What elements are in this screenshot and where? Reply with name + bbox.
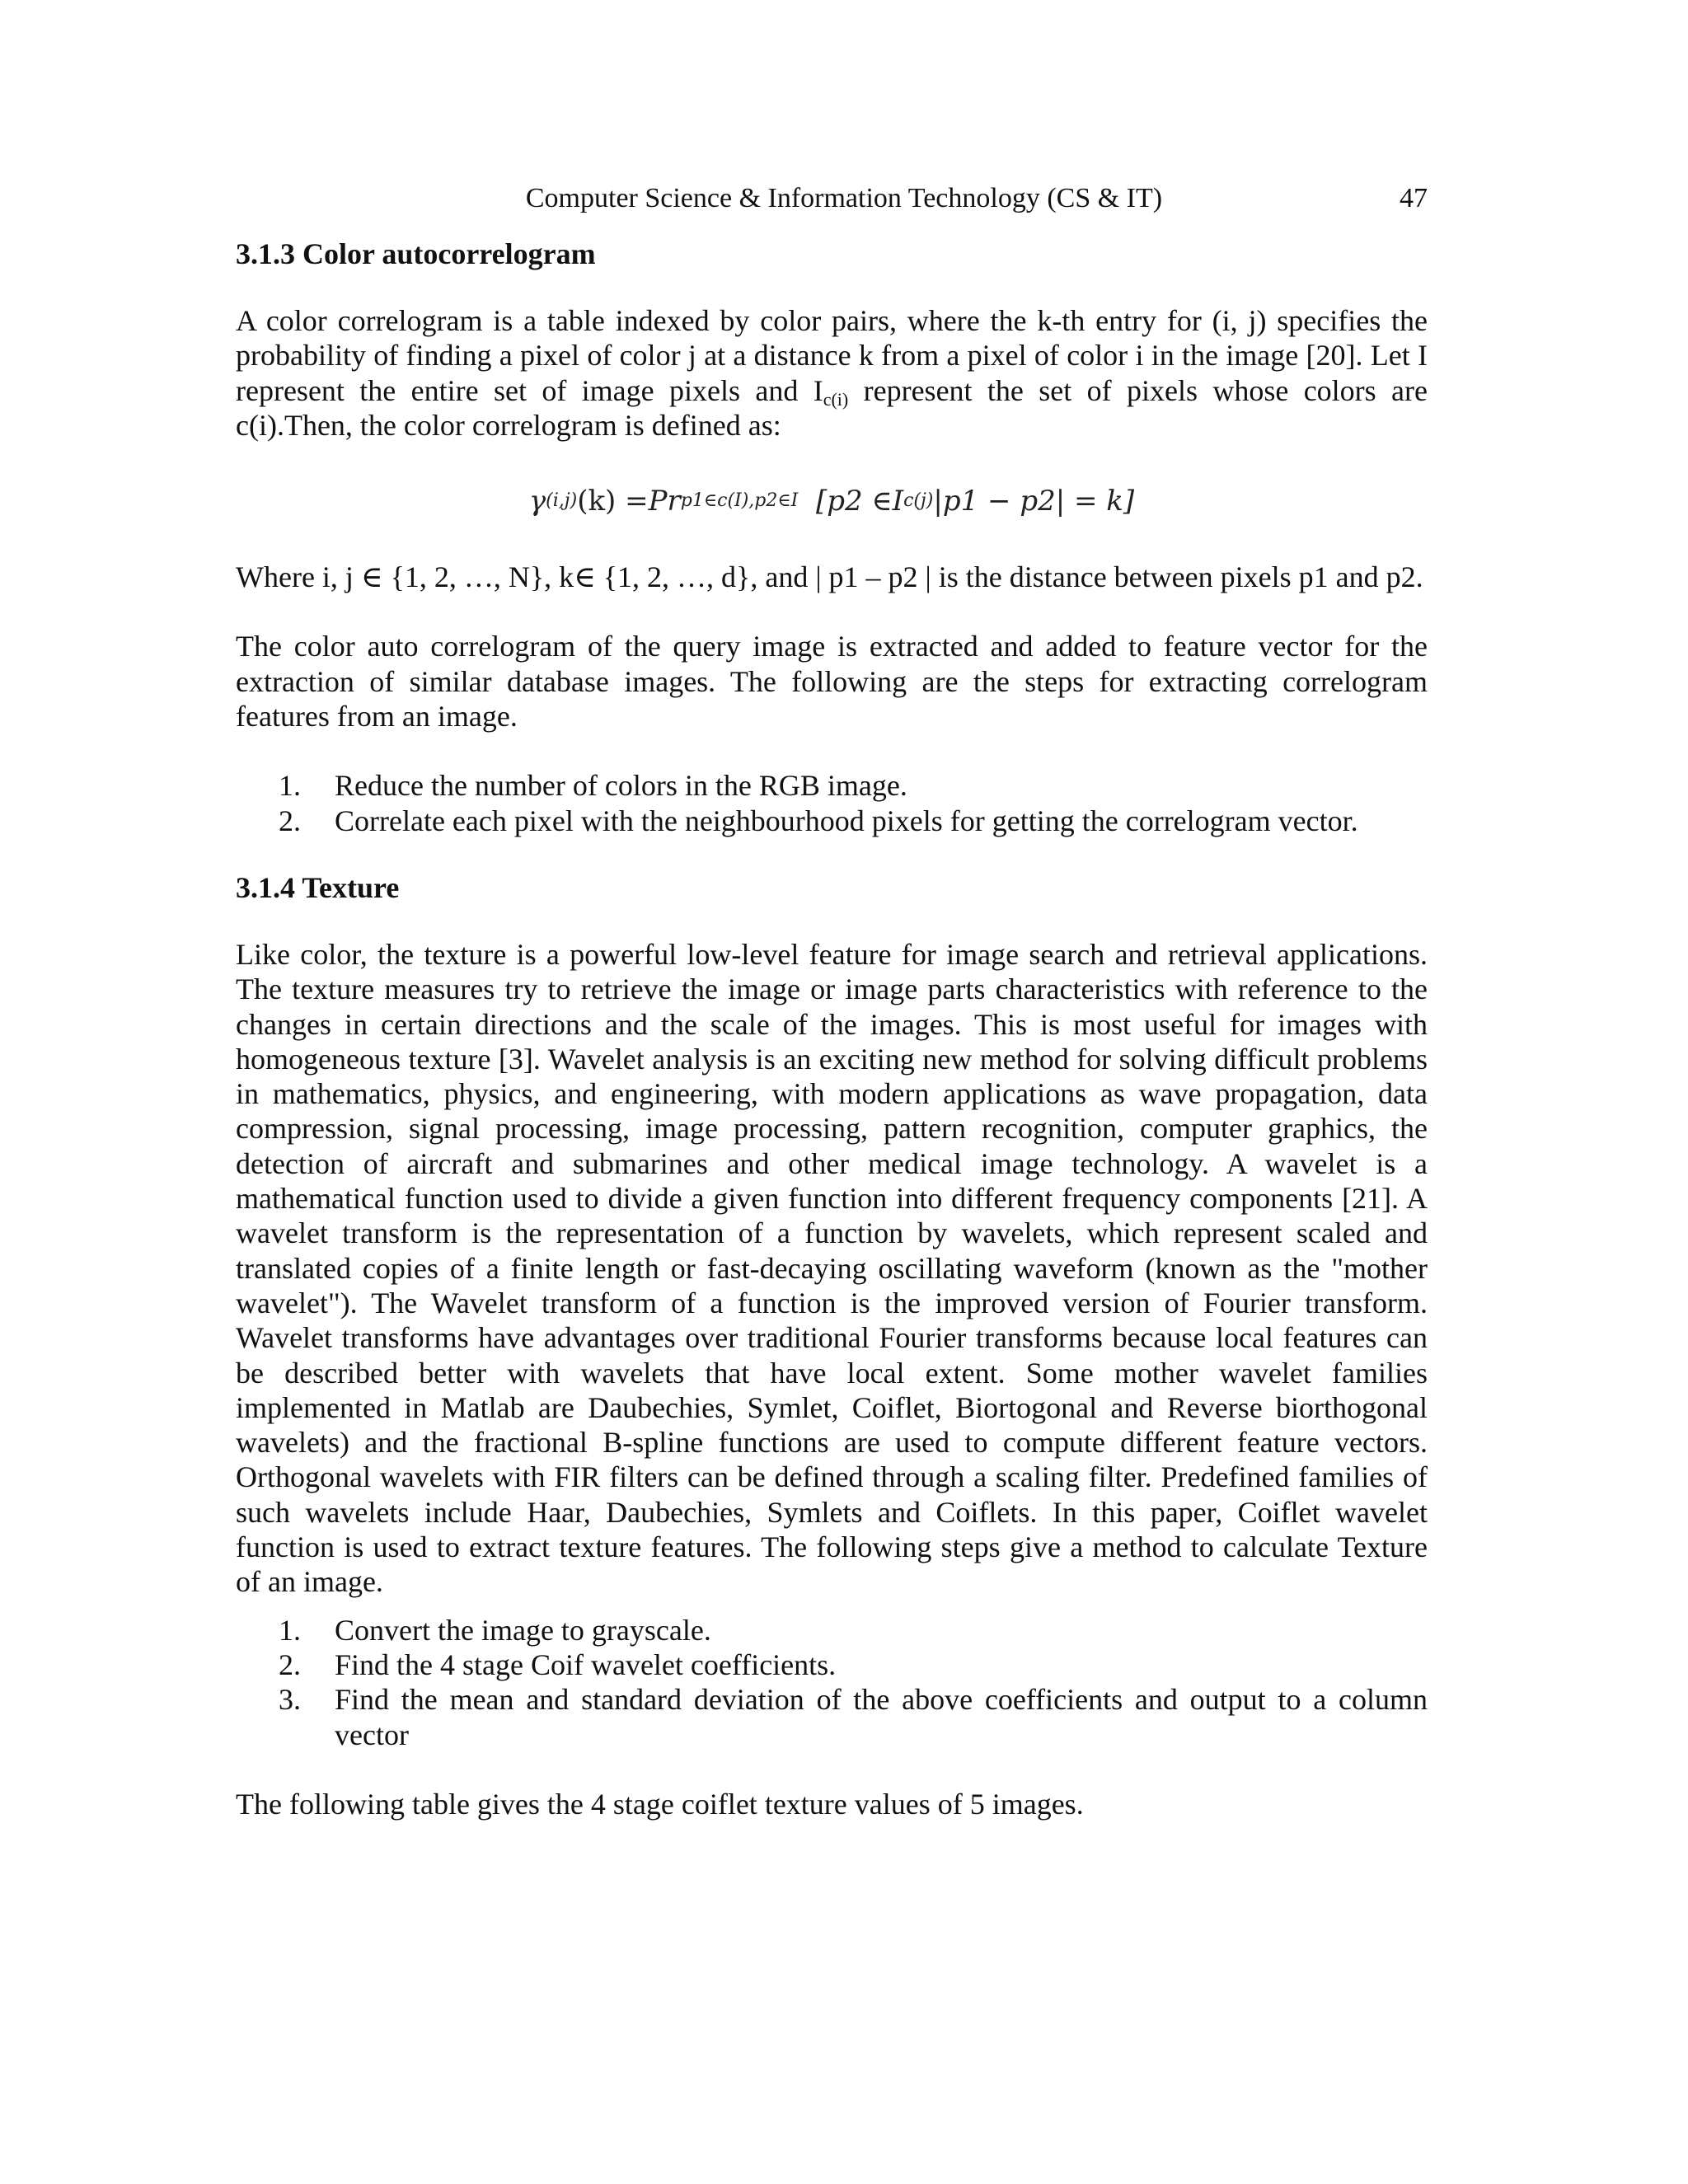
texture-steps-list xyxy=(236,1613,1428,1752)
list-item xyxy=(236,804,1428,838)
equation-bracket-open: [p2 ∈ xyxy=(815,485,893,518)
list-item xyxy=(236,768,1428,803)
list-text: Find the 4 stage Coif wavelet coefficients. xyxy=(335,1647,837,1681)
list-number: 2. xyxy=(279,804,301,837)
page-number: 47 xyxy=(1400,183,1428,213)
correlogram-definition-paragraph xyxy=(236,303,1428,443)
table-intro-paragraph: The following table gives the 4 stage coiflet texture values of 5 images. xyxy=(236,1787,1084,1821)
list-number: 3. xyxy=(279,1683,301,1717)
section-heading-color-autocorrelogram: 3.1.3 Color autocorrelogram xyxy=(236,237,596,270)
subscript: c(i) xyxy=(823,388,849,410)
correlogram-equation: γ (i,j) (k) = Pr p1∈c(I),p2∈I [p2 ∈ I c(j) |p1 − p2| = k] xyxy=(528,485,1135,518)
paragraph-text: represent the set of pixels whose colors are c(i).Then, the color correlogram is defined as: xyxy=(236,373,1428,442)
list-text: Convert the image to grayscale. xyxy=(335,1613,711,1647)
list-item xyxy=(236,1613,1428,1647)
equation-gamma: γ xyxy=(528,485,546,518)
correlogram-steps-list xyxy=(236,768,1428,838)
running-title: Computer Science & Information Technology (CS & IT) xyxy=(525,183,1163,213)
equation-set-symbol: I xyxy=(892,485,904,518)
list-text: Find the mean and standard deviation of the above coefficients and output to a column vector xyxy=(335,1683,1428,1751)
correlogram-extraction-paragraph: The color auto correlogram of the query image is extracted and added to feature vector for the extraction of similar database images. The following are the steps for extracting correlogram features from an image. xyxy=(236,630,1428,733)
page-content xyxy=(236,229,1428,1821)
section-heading-texture: 3.1.4 Texture xyxy=(236,870,400,904)
paragraph-text: A color correlogram is a table indexed by color pairs, where the k-th entry for (i, j) specifies the probability of finding a pixel of color j at a distance k from a pixel of color i in the image [20]. Let I represent the entire set of image pixels and I xyxy=(236,304,1428,407)
list-text: Reduce the number of colors in the RGB image. xyxy=(335,769,907,803)
list-number: 2. xyxy=(279,1647,301,1681)
list-item xyxy=(236,1682,1428,1752)
page-header xyxy=(0,183,1688,223)
list-item xyxy=(236,1647,1428,1682)
list-text: Correlate each pixel with the neighbourhood pixels for getting the correlogram vector. xyxy=(335,804,1358,837)
equation-distance-condition: |p1 − p2| = k] xyxy=(933,485,1135,518)
list-number: 1. xyxy=(279,769,301,803)
texture-paragraph: Like color, the texture is a powerful low-level feature for image search and retrieval applications. The texture measures try to retrieve the image or image parts characteristics with reference to the changes in certain directions and the scale of the images. This is most useful for images with homogeneous texture [3]. Wavelet analysis is an exciting new method for solving difficult problems in mathematics, physics, and engineering, with modern applications as wave propagation, data compression, signal processing, image processing, pattern recognition, computer graphics, the detection of aircraft and submarines and other medical image technology. A wavelet is a mathematical function used to divide a given function into different frequency components [21]. A wavelet transform is the representation of a function by wavelets, which represent scaled and translated copies of a finite length or fast-decaying oscillating waveform (known as the "mother wavelet"). The Wavelet transform of a function is the improved version of Fourier transform. Wavelet transforms have advantages over traditional Fourier transforms because local features can be described better with wavelets that have local extent. Some mother wavelet families implemented in Matlab are Daubechies, Symlet, Coiflet, Biortogonal and Reverse biorthogonal wavelets) and the fractional B-spline functions are used to compute different feature vectors. Orthogonal wavelets with FIR filters can be defined through a scaling filter. Predefined families of such wavelets include Haar, Daubechies, Symlets and Coiflets. In this paper, Coiflet wavelet function is used to extract texture features. The following steps give a method to calculate Texture of an image. xyxy=(236,937,1428,1599)
equation-argument: (k) = xyxy=(577,485,649,518)
equation-probability: Pr xyxy=(648,485,681,518)
list-number: 1. xyxy=(279,1613,301,1647)
equation-explanation-paragraph: Where i, j ∈ {1, 2, …, N}, k∈ {1, 2, …, d}, and | p1 – p2 | is the distance between pixels p1 and p2. xyxy=(236,560,1423,594)
